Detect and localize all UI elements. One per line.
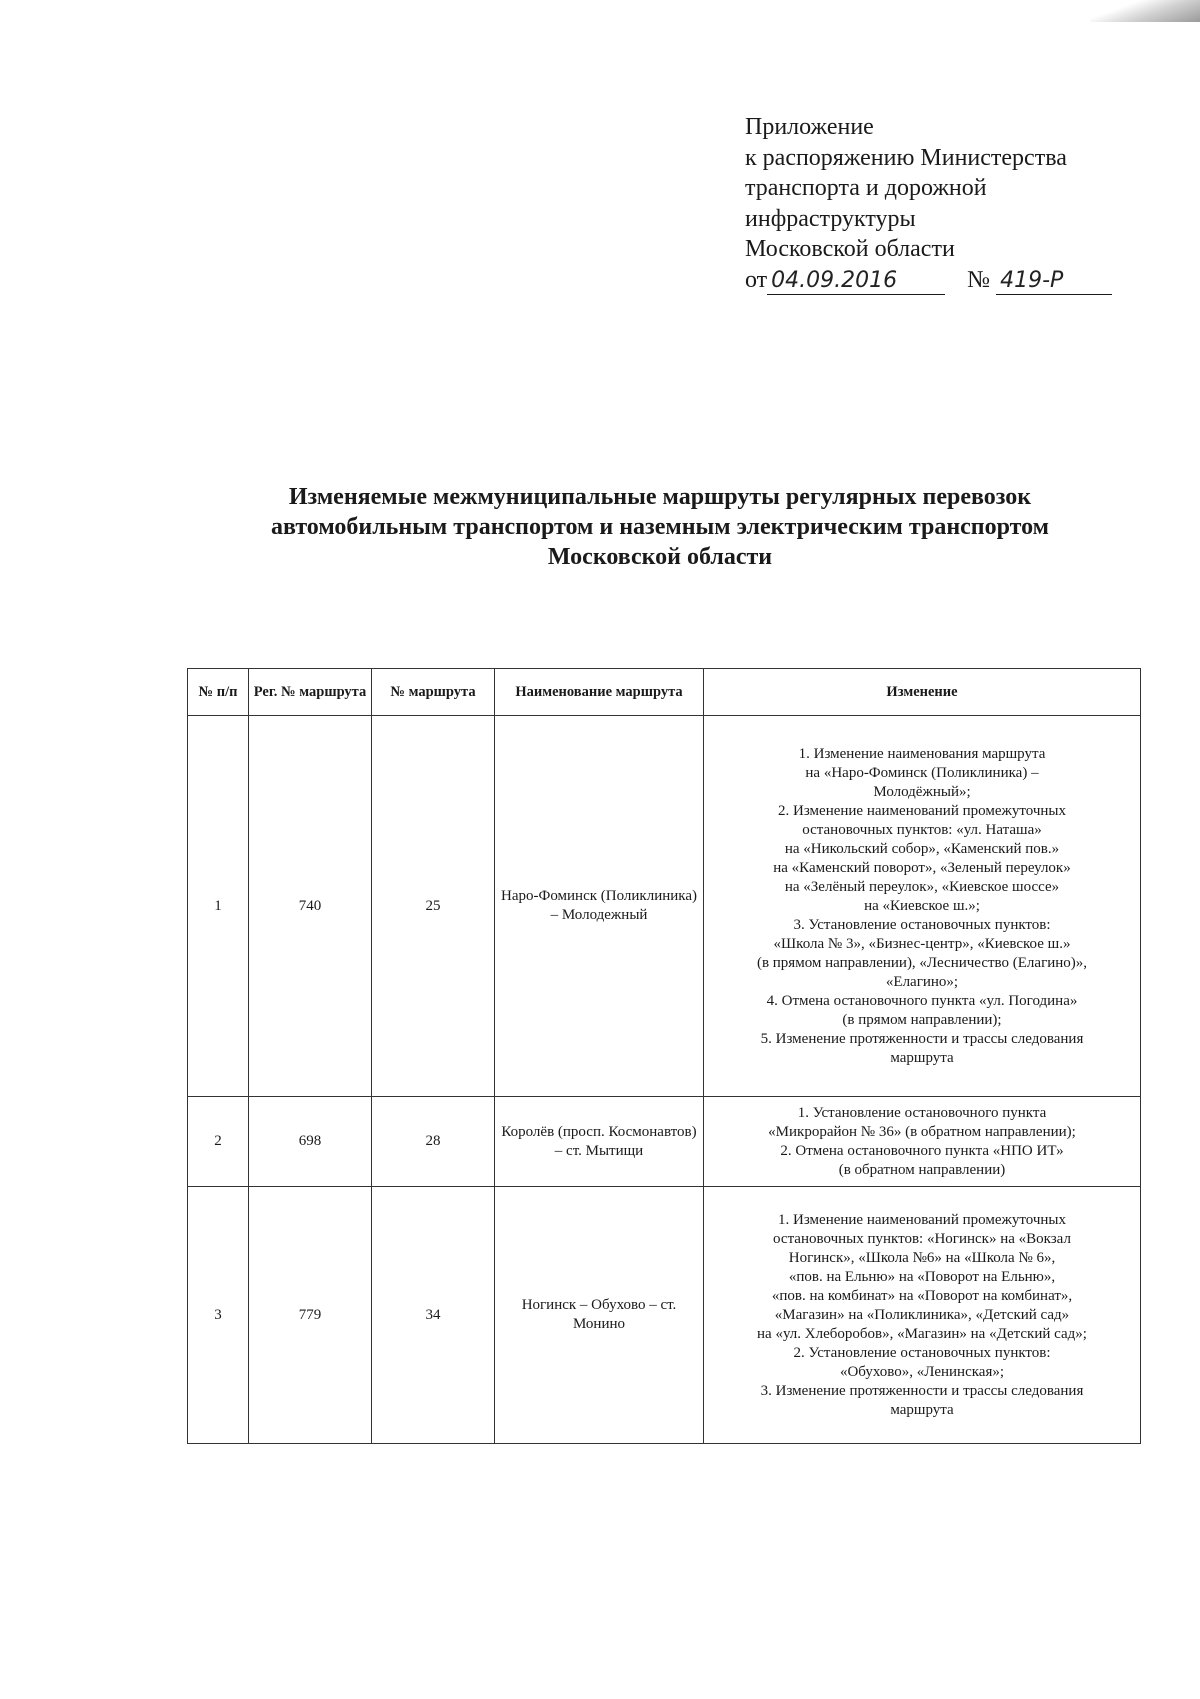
change-text: 1. Изменение наименования маршрута на «Наро-Фоминск (Поликлиника) – Молодёжный»; 2. Изменение наименований промежуточных остановочных пунктов: «ул. Наташа» на «Никольский собор», «Каменский пов.» на «Каменский поворот», «Зеленый переулок» на «Зелёный переулок», «Киевское шоссе» на «Киевское ш.»; 3. Установление остановочных пунктов: «Школа № 3», «Бизнес-центр», «Киевское ш.» (в прямом направлении), «Лесничество (Елагино)», «Елагино»; 4. Отмена остановочного пункта «ул. Погодина» (в прямом направлении); 5. Изменение протяженности и трассы следования маршрута xyxy=(756,745,1088,1066)
cell-route-name: Королёв (просп. Космонавтов) – ст. Мытищи xyxy=(495,1097,704,1187)
date-prefix: от xyxy=(745,266,768,293)
cell-route-number: 28 xyxy=(372,1097,495,1187)
cell-route-number: 25 xyxy=(372,716,495,1097)
cell-change xyxy=(704,1187,1141,1444)
appendix-block xyxy=(745,112,1145,295)
title-line: автомобильным транспортом и наземным электрическим транспортом xyxy=(270,514,1050,540)
header-num: № п/п xyxy=(188,669,249,716)
cell-num: 3 xyxy=(188,1187,249,1444)
cell-reg-number: 779 xyxy=(249,1187,372,1444)
cell-route-name: Ногинск – Обухово – ст. Монино xyxy=(495,1187,704,1444)
number-sign: № xyxy=(967,266,991,293)
handwritten-number: 419-Р xyxy=(996,268,1112,295)
appendix-line: к распоряжению Министерства xyxy=(745,144,1067,171)
routes-table xyxy=(187,668,1141,1444)
cell-change xyxy=(704,1097,1141,1187)
table-row xyxy=(188,1187,1141,1444)
header-reg-number: Рег. № маршрута xyxy=(249,669,372,716)
table-row xyxy=(188,1097,1141,1187)
cell-route-number: 34 xyxy=(372,1187,495,1444)
cell-num: 2 xyxy=(188,1097,249,1187)
title-line: Московской области xyxy=(547,544,773,570)
handwritten-date: 04.09.2016 xyxy=(767,268,945,295)
appendix-line: Приложение xyxy=(745,114,874,140)
header-change: Изменение xyxy=(704,669,1141,716)
appendix-line: инфраструктуры xyxy=(745,205,916,232)
appendix-line: Московской области xyxy=(745,236,955,262)
scan-corner-shadow xyxy=(1090,0,1200,22)
table-row xyxy=(188,716,1141,1097)
header-route-name: Наименование маршрута xyxy=(495,669,704,716)
title-line: Изменяемые межмуниципальные маршруты регулярных перевозок xyxy=(288,484,1032,510)
cell-change xyxy=(704,716,1141,1097)
table-header-row xyxy=(188,669,1141,716)
change-text: 1. Изменение наименований промежуточных остановочных пунктов: «Ногинск» на «Вокзал Ногинск», «Школа №6» на «Школа № 6», «пов. на Ельню» на «Поворот на Ельню», «пов. на комбинат» на «Поворот на комбинат», «Магазин» на «Поликлиника», «Детский сад» на «ул. Хлеборобов», «Магазин» на «Детский сад»; 2. Установление остановочных пунктов: «Обухово», «Ленинская»; 3. Изменение протяженности и трассы следования маршрута xyxy=(757,1211,1087,1418)
cell-num: 1 xyxy=(188,716,249,1097)
change-text: 1. Установление остановочного пункта «Микрорайон № 36» (в обратном направлении); 2. Отмена остановочного пункта «НПО ИТ» (в обратном направлении) xyxy=(768,1104,1076,1178)
cell-route-name: Наро-Фоминск (Поликлиника) – Молодежный xyxy=(495,716,704,1097)
appendix-line: транспорта и дорожной xyxy=(745,175,987,201)
cell-reg-number: 740 xyxy=(249,716,372,1097)
appendix-date-row xyxy=(745,265,1145,296)
cell-reg-number: 698 xyxy=(249,1097,372,1187)
header-route-number: № маршрута xyxy=(372,669,495,716)
document-title xyxy=(180,482,1140,572)
